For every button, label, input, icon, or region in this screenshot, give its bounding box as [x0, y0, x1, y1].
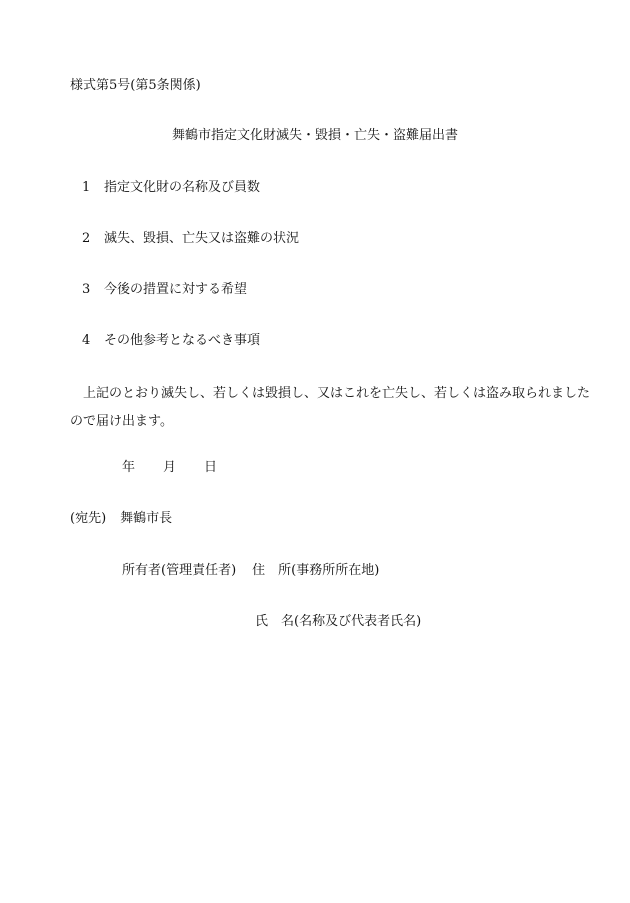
addressee-label: (宛先) [70, 511, 107, 526]
item-3 [82, 280, 247, 300]
item-text: 滅失、毀損、亡失又は盗難の状況 [104, 231, 300, 246]
date-line [122, 458, 217, 478]
item-number: 1 [82, 180, 91, 195]
item-4 [82, 331, 260, 351]
item-text: その他参考となるべき事項 [104, 333, 261, 348]
day-label: 日 [204, 460, 218, 475]
month-label: 月 [163, 460, 177, 475]
item-1 [82, 178, 260, 198]
item-text: 指定文化財の名称及び員数 [104, 180, 261, 195]
item-text: 今後の措置に対する希望 [104, 282, 248, 297]
declaration-text: 上記のとおり滅失し、若しくは毀損し、又はこれを亡失し、若しくは盗み取られましたので届け出ます。 [70, 386, 591, 429]
owner-label: 所有者(管理責任者) [122, 563, 237, 578]
item-number: 4 [82, 333, 91, 348]
owner-address-line [122, 561, 379, 581]
item-2 [82, 229, 299, 249]
item-number: 2 [82, 231, 91, 246]
addressee [70, 509, 172, 529]
form-number: 様式第5号(第5条関係) [70, 78, 201, 93]
addressee-name: 舞鶴市長 [120, 511, 173, 526]
owner-name-line: 氏 名(名称及び代表者氏名) [255, 614, 422, 629]
year-label: 年 [122, 460, 136, 475]
item-number: 3 [82, 282, 91, 297]
document-title: 舞鶴市指定文化財滅失・毀損・亡失・盗難届出書 [171, 128, 458, 143]
address-label: 住 所(事務所所在地) [252, 563, 380, 578]
